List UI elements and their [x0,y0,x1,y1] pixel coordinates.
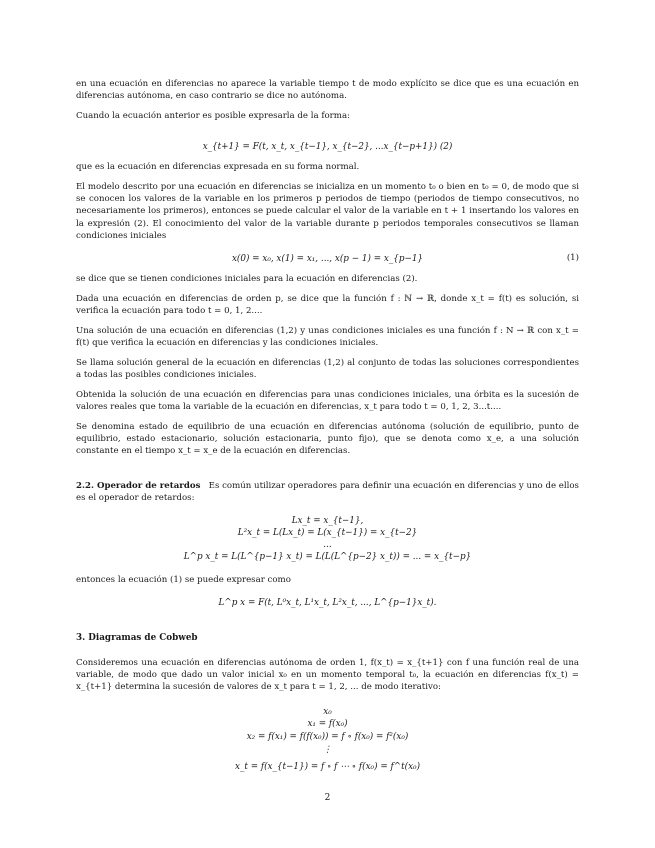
cobweb-eq-line-3: x₂ = f(x₁) = f(f(x₀)) = f ∘ f(x₀) = f²(x₀) [246,732,409,742]
lag-eq-line-1: Lx_t = x_{t−1}, [291,516,364,526]
section-heading-lag-operator: 2.2. Operador de retardos [76,481,201,491]
equation-initial-conditions-text: x(0) = x₀, x(1) = x₁, ..., x(p − 1) = x_{p−1} [231,254,424,264]
paragraph-solution-with-conditions: Una solución de una ecuación en diferencias (1,2) y unas condiciones iniciales es una función f : N → ℝ con x_t = f(t) que verifica la ecuación en diferencias y las condiciones iniciales. [76,326,579,349]
cobweb-eq-line-1: x₀ [323,707,332,717]
lag-eq-line-2: L²x_t = L(Lx_t) = L(x_{t−1}) = x_{t−2} [237,528,418,538]
paragraph-orbit: Obtenida la solución de una ecuación en diferencias para unas condiciones iniciales, una órbita es la sucesión de valores reales que toma la variable de la ecuación en diferencias, x_t para todo t = 0, 1, 2, 3...t.... [76,390,579,413]
lag-eq-line-4: L^p x_t = L(L^{p−1} x_t) = L(L(L^{p−2} x_t)) = ... = x_{t−p} [183,552,472,562]
paragraph-normal-form-intro: Cuando la ecuación anterior es posible expresarla de la forma: [76,111,350,121]
equation-number-1: (1) [566,253,579,263]
cobweb-eq-line-2: x₁ = f(x₀) [307,719,348,729]
paragraph-general-solution: Se llama solución general de la ecuación en diferencias (1,2) al conjunto de todas las soluciones correspondientes a todas las posibles condiciones iniciales. [76,358,579,381]
paragraph-autonomous-definition: en una ecuación en diferencias no aparece la variable tiempo t de modo explícito se dice que es una ecuación en diferencias autónoma, en caso contrario se dice no autónoma. [76,79,579,102]
cobweb-eq-line-5: x_t = f(x_{t−1}) = f ∘ f ⋯ ∘ f(x₀) = f^t(x₀) [235,762,420,772]
page-number: 2 [324,793,331,803]
equation-initial-conditions [76,253,579,265]
paragraph-cobweb-intro: Consideremos una ecuación en diferencias autónoma de orden 1, f(x_t) = x_{t+1} con f una función real de una variable, de modo que dado un valor inicial x₀ en un momento temporal t₀, la ecuación en diferencias f(x_t) = x_{t+1} determina la sucesión de valores de x_t para t = 1, 2, ... de modo iterativo: [76,658,579,693]
equation-normal-form [76,141,579,153]
equation-lag-form: L^p x = F(t, L⁰x_t, L¹x_t, L²x_t, ..., L^{p−1}x_t). [218,598,437,608]
paragraph-model-initialization: El modelo descrito por una ecuación en diferencias se inicializa en un momento t₀ o bien en t₀ = 0, de modo que si se conocen los valores de la variable en los primeros p periodos de tiempo (periodos de tiempo consecutivos, no necesariamente los primeros), entonces se puede calcular el valor de la variable en t + 1 insertando los valores en la expresión (2). El conocimiento del valor de la variable durante p periodos temporales consecutivos se llaman condiciones iniciales [76,182,579,241]
cobweb-eq-line-4: ⋮ [323,745,332,755]
paragraph-solution-definition: Dada una ecuación en diferencias de orden p, se dice que la función f : ℕ → ℝ, donde x_t = f(t) es solución, si verifica la ecuación para todo t = 0, 1, 2.... [76,294,579,317]
section-lag-operator [76,480,579,504]
lag-eq-line-3: ... [323,540,332,550]
equation-normal-form-text: x_{t+1} = F(t, x_t, x_{t−1}, x_{t−2}, ...x_{t−p+1}) (2) [202,142,453,152]
paragraph-equilibrium: Se denomina estado de equilibrio de una ecuación en diferencias autónoma (solución de equilibrio, punto de equilibrio, estado estacionario, solución estacionaria, punto fijo), que se denota como x_e, a una solución constante en el tiempo x_t = x_e de la ecuación en diferencias. [76,422,579,457]
paragraph-initial-conditions: se dice que se tienen condiciones iniciales para la ecuación en diferencias (2). [76,274,418,284]
paragraph-normal-form: que es la ecuación en diferencias expresada en su forma normal. [76,162,360,172]
section-heading-cobweb: 3. Diagramas de Cobweb [76,633,198,643]
section-lag-operator-intro: Es común utilizar operadores para definir una ecuación en diferencias y uno de ellos es el operador de retardos: [76,481,579,504]
paragraph-lag-expression: entonces la ecuación (1) se puede expresar como [76,575,291,585]
